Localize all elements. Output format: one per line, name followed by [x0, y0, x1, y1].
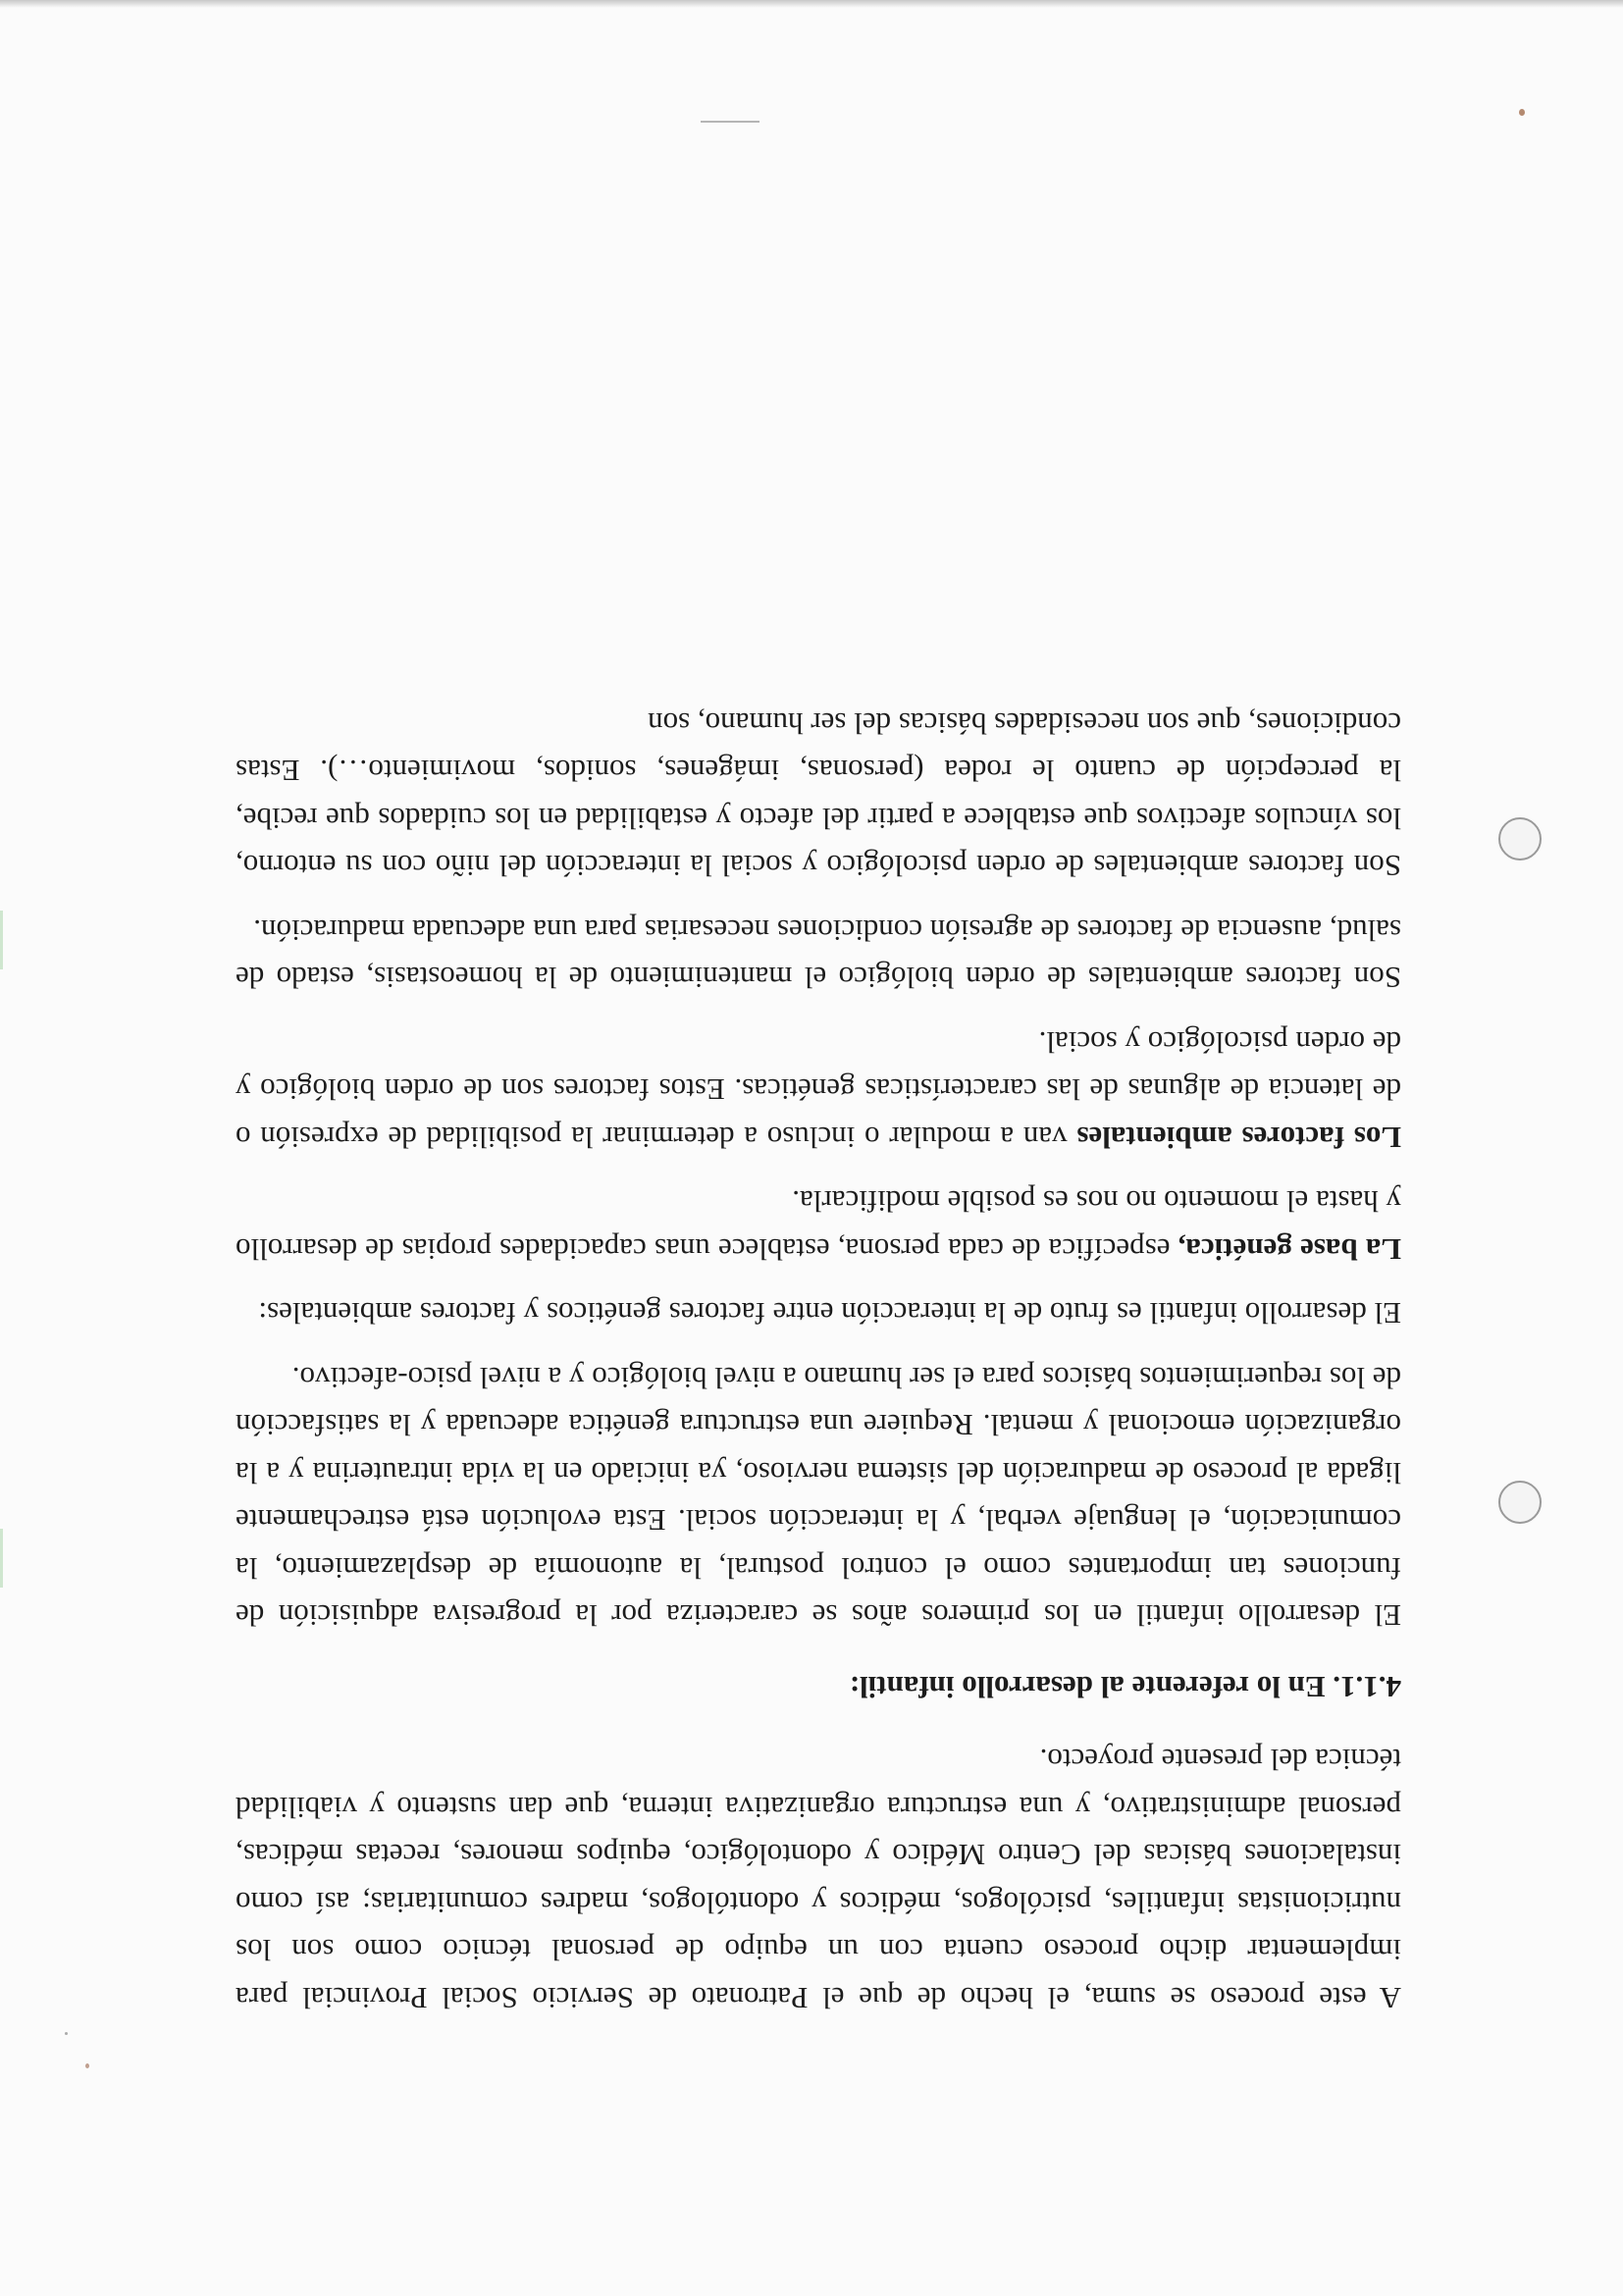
section-heading: 4.1.1. En lo referente al desarrollo infantil: [849, 1670, 1401, 1704]
scan-mark [701, 121, 759, 123]
paragraph-interaccion: El desarrollo infantil es fruto de la interacción entre factores genéticos y factores ambientales: [258, 1296, 1401, 1331]
bold-term-base-genetica: La base genética, [1178, 1232, 1401, 1267]
punch-hole [1498, 1481, 1542, 1524]
paragraph-factores-ambientales [236, 1018, 1401, 1162]
paragraph-factores-ambientales-text: van a modular o incluso a determinar la posibilidad de expresión o de latencia de algunas de las características genéticas. Estos factores son de orden biológico y de orden psicológico y social. [235, 1025, 1401, 1155]
scan-speck [1519, 109, 1525, 116]
paragraph-base-genetica [236, 1177, 1401, 1273]
paragraph-base-genetica-text: específica de cada persona, establece unas capacidades propias de desarrollo y hasta el momento no nos es posible modificarla. [235, 1184, 1401, 1267]
scan-speck [85, 2063, 89, 2068]
margin-mark [0, 911, 3, 969]
punch-hole [1498, 817, 1542, 861]
paragraph-desarrollo: El desarrollo infantil en los primeros años se caracteriza por la progresiva adquisición de funciones tan importantes como el control postural, la autonomía de desplazamiento, la comunicación, el lenguaje verbal, y la interacción social. Esta evolución está estrechamente ligada al proceso de maduración del sistema nervioso, ya iniciado en la vida intrauterina y a la organización emocional y mental. Requiere una estructura genética adecuada y la satisfacción de los requerimientos básicos para el ser humano a nivel biológico y a nivel psico-afectivo. [236, 1361, 1401, 1634]
page-edge-shadow [0, 0, 1623, 8]
margin-mark [0, 1529, 3, 1588]
document-body [236, 683, 1401, 2022]
paragraph-orden-biologico: Son factores ambientales de orden biológico el mantenimiento de la homeostasis, estado de salud, ausencia de factores de agresión condiciones necesarias para una adecuada maduración. [236, 913, 1401, 996]
bold-term-factores-ambientales: Los factores ambientales [1076, 1121, 1401, 1155]
paragraph-orden-psicologico: Son factores ambientales de orden psicológico y social la interacción del niño con su entorno, los vínculos afectivos que establece a partir del afecto y estabilidad en los cuidados que recibe, la percepción de cuanto le rodea (personas, imágenes, sonidos, movimiento…). Estas condiciones, que son necesidades básicas del ser humano, son [236, 706, 1401, 884]
scan-speck [65, 2032, 68, 2035]
paragraph-intro: A este proceso se suma, el hecho de que el Patronato de Servicio Social Provincial para implementar dicho proceso cuenta con un equipo de personal técnico como son los nutricionistas infantiles, psicólogos, médicos y odontólogos, madres comunitarias; así como instalaciones básicas del Centro Médico y odontológico, equipos menores, recetas médicas, personal administrativo, y una estructura organizativa interna, que dan sustento y viabilidad técnica del presente proyecto. [236, 1743, 1401, 2015]
